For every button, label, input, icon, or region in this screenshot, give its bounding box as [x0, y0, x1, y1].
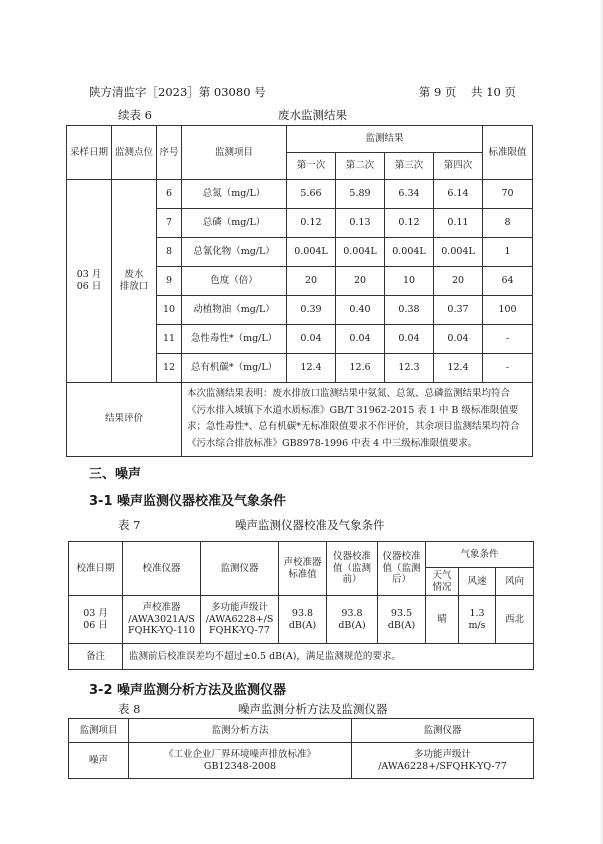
- row-v3: 10: [385, 267, 434, 296]
- section-noise-heading: 三、噪声: [89, 467, 142, 482]
- table-row: [69, 743, 534, 779]
- header-sky: 天气情况: [426, 568, 459, 596]
- header-first: 第一次: [287, 153, 336, 180]
- row-no: 7: [157, 209, 182, 238]
- monitoring-point-cell: 废水 排放口: [112, 180, 157, 383]
- instrument-cell: 多功能声级计 /AWA6228+/SFQHK-YQ-77: [352, 743, 534, 779]
- header-standard-value: 声校准器标准值: [279, 542, 327, 596]
- row-v1: 0.39: [287, 296, 336, 325]
- row-v2: 0.04: [336, 325, 385, 354]
- row-no: 12: [157, 354, 182, 383]
- table-row: [69, 596, 534, 644]
- row-v2: 5.89: [336, 180, 385, 209]
- row-v1: 0.12: [287, 209, 336, 238]
- row-v2: 0.13: [336, 209, 385, 238]
- row-limit: 64: [483, 267, 533, 296]
- table8-number: 表 8: [118, 702, 141, 716]
- row-no: 11: [157, 325, 182, 354]
- row-v1: 12.4: [287, 354, 336, 383]
- row-item: 总磷（mg/L）: [182, 209, 287, 238]
- header-before-value: 仪器校准值（监测前）: [327, 542, 378, 596]
- header-monitoring-item: 监测项目: [182, 126, 287, 180]
- row-limit: 100: [483, 296, 533, 325]
- row-v2: 0.40: [336, 296, 385, 325]
- calibrator-cell: 声校准器 /AWA3021A/S FQHK-YQ-110: [123, 596, 201, 644]
- before-value-cell: 93.8 dB(A): [327, 596, 378, 644]
- row-v3: 0.004L: [385, 238, 434, 267]
- note-label: 备注: [69, 644, 123, 670]
- row-limit: 1: [483, 238, 533, 267]
- section-3-2-heading: 3-2 噪声监测分析方法及监测仪器: [89, 683, 287, 698]
- row-v2: 20: [336, 267, 385, 296]
- row-v3: 0.38: [385, 296, 434, 325]
- row-v4: 0.004L: [434, 238, 483, 267]
- evaluation-text: 本次监测结果表明：废水排放口监测结果中氨氮、总氮、总磷监测结果均符合《污水排入城镇下水道水质标准》GB/T 31962-2015 表 1 中 B 级标准限值要求；急性毒性*、总有机碳*无标准限值要求不作评价，其余项目监测结果均符合《污水综合排放标准》GB8978-1996 中表 4 中三级标准限值要求。: [182, 383, 533, 457]
- row-limit: -: [483, 354, 533, 383]
- row-v3: 0.12: [385, 209, 434, 238]
- wastewater-results-table: [66, 125, 533, 457]
- row-item: 总氮（mg/L）: [182, 180, 287, 209]
- row-v1: 20: [287, 267, 336, 296]
- header-instrument: 监测仪器: [352, 719, 534, 743]
- standard-value-cell: 93.8 dB(A): [279, 596, 327, 644]
- wind-direction-cell: 西北: [496, 596, 534, 644]
- row-item: 动植物油（mg/L）: [182, 296, 287, 325]
- noise-method-table: [68, 718, 534, 779]
- row-no: 9: [157, 267, 182, 296]
- table7-number: 表 7: [118, 518, 141, 532]
- header-calibration-date: 校准日期: [69, 542, 123, 596]
- header-item: 监测项目: [69, 719, 129, 743]
- header-second: 第二次: [336, 153, 385, 180]
- row-item: 急性毒性*（mg/L）: [182, 325, 287, 354]
- row-item: 色度（倍）: [182, 267, 287, 296]
- header-monitoring-point: 监测点位: [112, 126, 157, 180]
- header-calibrator: 校准仪器: [123, 542, 201, 596]
- header-wind-direction: 风向: [496, 568, 534, 596]
- row-v4: 12.4: [434, 354, 483, 383]
- row-v2: 0.004L: [336, 238, 385, 267]
- row-v1: 0.004L: [287, 238, 336, 267]
- row-v4: 0.37: [434, 296, 483, 325]
- header-sequence: 序号: [157, 126, 182, 180]
- table7-title: 噪声监测仪器校准及气象条件: [235, 518, 385, 532]
- row-v2: 12.6: [336, 354, 385, 383]
- row-no: 8: [157, 238, 182, 267]
- header-wind-speed: 风速: [459, 568, 496, 596]
- instrument-cell: 多功能声级计 /AWA6228+/S FQHK-YQ-77: [201, 596, 279, 644]
- row-no: 10: [157, 296, 182, 325]
- row-limit: 70: [483, 180, 533, 209]
- row-v1: 5.66: [287, 180, 336, 209]
- calibration-date-cell: 03 月 06 日: [69, 596, 123, 644]
- table6-number: 续表 6: [118, 108, 152, 122]
- page-indicator: 第 9 页 共 10 页: [418, 85, 516, 99]
- report-number: 陕方清监字［2023］第 03080 号: [89, 85, 266, 99]
- row-item: 总有机碳*（mg/L）: [182, 354, 287, 383]
- evaluation-label: 结果评价: [67, 383, 182, 457]
- section-3-1-heading: 3-1 噪声监测仪器校准及气象条件: [89, 494, 287, 509]
- row-no: 6: [157, 180, 182, 209]
- header-sampling-date: 采样日期: [67, 126, 112, 180]
- header-monitoring-results: 监测结果: [287, 126, 483, 153]
- noise-calibration-table: [68, 541, 534, 670]
- note-text: 监测前后校准误差均不超过±0.5 dB(A)，满足监测规范的要求。: [123, 644, 534, 670]
- header-instrument: 监测仪器: [201, 542, 279, 596]
- row-v3: 12.3: [385, 354, 434, 383]
- after-value-cell: 93.5 dB(A): [378, 596, 426, 644]
- table-row: [67, 180, 533, 209]
- wind-speed-cell: 1.3 m/s: [459, 596, 496, 644]
- row-v4: 6.14: [434, 180, 483, 209]
- row-limit: -: [483, 325, 533, 354]
- row-limit: 8: [483, 209, 533, 238]
- sampling-date-cell: 03 月 06 日: [67, 180, 112, 383]
- row-v3: 0.04: [385, 325, 434, 354]
- table6-title: 废水监测结果: [278, 108, 347, 122]
- header-third: 第三次: [385, 153, 434, 180]
- row-v3: 6.34: [385, 180, 434, 209]
- header-fourth: 第四次: [434, 153, 483, 180]
- header-after-value: 仪器校准值（监测后）: [378, 542, 426, 596]
- header-method: 监测分析方法: [129, 719, 352, 743]
- row-v4: 0.04: [434, 325, 483, 354]
- row-v4: 20: [434, 267, 483, 296]
- item-cell: 噪声: [69, 743, 129, 779]
- row-v1: 0.04: [287, 325, 336, 354]
- method-cell: 《工业企业厂界环境噪声排放标准》 GB12348-2008: [129, 743, 352, 779]
- header-weather: 气象条件: [426, 542, 534, 568]
- sky-cell: 晴: [426, 596, 459, 644]
- row-item: 总氰化物（mg/L）: [182, 238, 287, 267]
- row-v4: 0.11: [434, 209, 483, 238]
- header-standard-limit: 标准限值: [483, 126, 533, 180]
- evaluation-row: [67, 383, 533, 457]
- table8-title: 噪声监测分析方法及监测仪器: [238, 702, 388, 716]
